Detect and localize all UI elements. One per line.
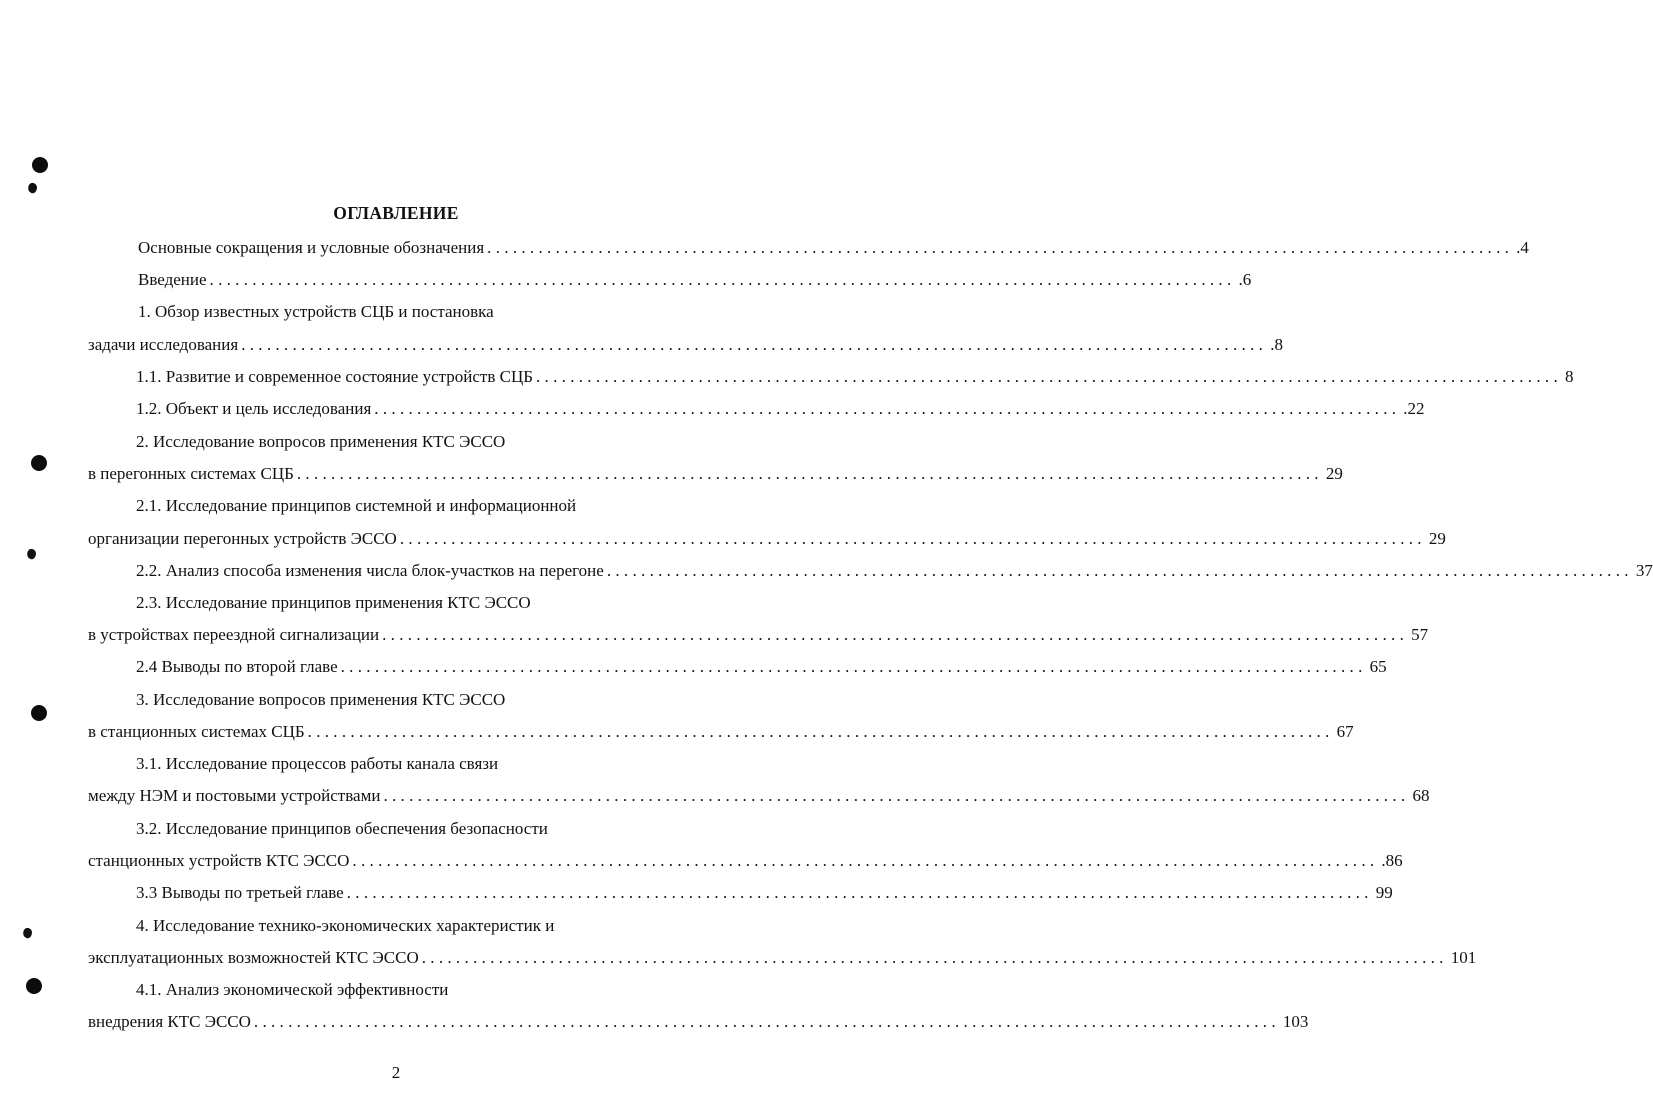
toc-entry xyxy=(88,785,1430,807)
toc-entry xyxy=(88,624,1429,646)
toc-entry-page: 57 xyxy=(1411,625,1429,644)
toc-dot-leader: ........................................................................................................................ xyxy=(606,561,1633,580)
toc-entry-page: 8 xyxy=(1565,367,1574,386)
toc-entry-page: .22 xyxy=(1403,399,1425,418)
toc-dot-leader: ........................................................................................................................ xyxy=(307,722,1334,741)
toc-entry-page: .86 xyxy=(1381,851,1403,870)
toc-dot-leader: ........................................................................................................................ xyxy=(209,270,1236,289)
scan-speck xyxy=(25,548,37,561)
toc-entry xyxy=(88,850,1403,872)
toc-entry-text: 2.2. Анализ способа изменения числа блок-участков на перегоне xyxy=(136,561,604,580)
toc-entry-text: задачи исследования xyxy=(88,335,239,354)
toc-entry xyxy=(138,269,1252,291)
toc-dot-leader: ........................................................................................................................ xyxy=(296,464,1323,483)
toc-entry-text: станционных устройств КТС ЭССО xyxy=(88,851,350,870)
toc-entry xyxy=(136,689,560,711)
toc-entry-page: 101 xyxy=(1450,948,1477,967)
toc-dot-leader: ........................................................................................................................ xyxy=(340,657,1367,676)
toc-entry-page: 29 xyxy=(1325,464,1343,483)
toc-entry xyxy=(136,818,620,840)
toc-entry-text: между НЭМ и постовыми устройствами xyxy=(88,786,381,805)
toc-entry-text: 2.4 Выводы по второй главе xyxy=(136,657,338,676)
toc-entry xyxy=(136,882,1393,904)
binder-hole xyxy=(26,978,42,994)
toc-entry-text: в устройствах переездной сигнализации xyxy=(88,625,380,644)
toc-entry-text: 1.1. Развитие и современное состояние устройств СЦБ xyxy=(136,367,533,386)
toc-entry-text: Основные сокращения и условные обозначения xyxy=(138,238,485,257)
toc-entry xyxy=(136,753,560,775)
toc-dot-leader: ........................................................................................................................ xyxy=(383,786,1410,805)
toc-dot-leader: ........................................................................................................................ xyxy=(536,367,1562,386)
toc-entry-text: 1.2. Объект и цель исследования xyxy=(136,399,372,418)
toc-dot-leader: ........................................................................................................................ xyxy=(346,883,1373,902)
binder-hole xyxy=(31,455,47,471)
toc-dot-leader: ........................................................................................................................ xyxy=(253,1012,1280,1031)
toc-entry-text: организации перегонных устройств ЭССО xyxy=(88,529,397,548)
toc-entry xyxy=(136,592,600,614)
page-title: ОГЛАВЛЕНИЕ xyxy=(333,203,459,223)
toc-entry xyxy=(88,463,1343,485)
toc-entry-page: .4 xyxy=(1516,238,1529,257)
toc-entry-page: 65 xyxy=(1369,657,1387,676)
toc-entry-text: 2. Исследование вопросов применения КТС ЭССО xyxy=(136,432,506,451)
scan-speck xyxy=(26,182,38,195)
toc-entry-text: внедрения КТС ЭССО xyxy=(88,1012,251,1031)
binder-hole xyxy=(31,705,47,721)
toc-dot-leader: ........................................................................................................................ xyxy=(487,238,1514,257)
toc-entry xyxy=(88,721,1354,743)
toc-entry-text: 4. Исследование технико-экономических характеристик и xyxy=(136,916,555,935)
toc-entry-page: 29 xyxy=(1428,529,1446,548)
toc-entry xyxy=(136,431,560,453)
toc-entry-text: 3.2. Исследование принципов обеспечения безопасности xyxy=(136,819,548,838)
toc-entry xyxy=(88,1011,1309,1033)
toc-dot-leader: ........................................................................................................................ xyxy=(352,851,1379,870)
toc-entry xyxy=(136,398,1425,420)
toc-entry-page: 103 xyxy=(1282,1012,1309,1031)
toc-entry-page: 99 xyxy=(1375,883,1393,902)
toc-dot-leader: ........................................................................................................................ xyxy=(382,625,1409,644)
toc-entry xyxy=(88,947,1477,969)
toc-entry xyxy=(136,656,1387,678)
toc-entry-text: 4.1. Анализ экономической эффективности xyxy=(136,980,449,999)
toc-entry-text: 2.1. Исследование принципов системной и информационной xyxy=(136,496,577,515)
toc-entry-text: в перегонных системах СЦБ xyxy=(88,464,294,483)
toc-dot-leader: ........................................................................................................................ xyxy=(421,948,1448,967)
toc-entry-text: 2.3. Исследование принципов применения КТС ЭССО xyxy=(136,593,531,612)
toc-entry xyxy=(136,366,1574,388)
toc-entry xyxy=(136,495,640,517)
toc-entry-page: .6 xyxy=(1238,270,1252,289)
toc-entry-page: 68 xyxy=(1412,786,1430,805)
toc-entry-text: Введение xyxy=(138,270,207,289)
toc-entry-text: 3.1. Исследование процессов работы канала связи xyxy=(136,754,499,773)
toc-dot-leader: ........................................................................................................................ xyxy=(399,529,1426,548)
toc-entry xyxy=(136,979,560,1001)
toc-entry-text: 3. Исследование вопросов применения КТС ЭССО xyxy=(136,690,506,709)
toc-entry xyxy=(138,237,1529,259)
toc-entry-text: в станционных системах СЦБ xyxy=(88,722,305,741)
scan-speck xyxy=(21,927,33,940)
toc-entry xyxy=(88,334,1283,356)
page-number: 2 xyxy=(391,1063,401,1082)
toc-entry xyxy=(138,301,560,323)
toc-entry xyxy=(136,560,1653,582)
toc-entry-page: 67 xyxy=(1336,722,1354,741)
toc-entry xyxy=(88,528,1446,550)
toc-entry-text: 1. Обзор известных устройств СЦБ и постановка xyxy=(138,302,494,321)
toc-entry-text: 3.3 Выводы по третьей главе xyxy=(136,883,344,902)
toc-dot-leader: ........................................................................................................................ xyxy=(374,399,1401,418)
toc-entry xyxy=(136,915,640,937)
toc-dot-leader: ........................................................................................................................ xyxy=(241,335,1268,354)
toc-entry-text: эксплуатационных возможностей КТС ЭССО xyxy=(88,948,419,967)
binder-hole xyxy=(32,157,48,173)
toc-entry-page: 37 xyxy=(1635,561,1653,580)
toc-entry-page: .8 xyxy=(1270,335,1283,354)
